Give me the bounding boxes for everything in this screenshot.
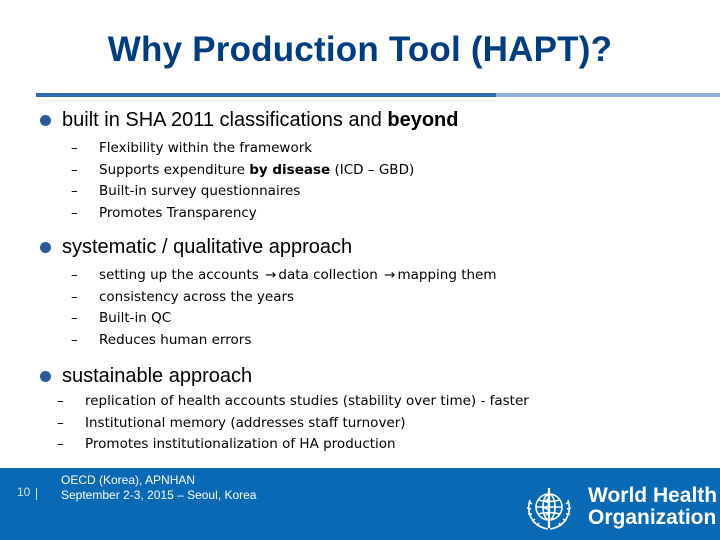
bullet-heading: built in SHA 2011 classifications and beyond [62,109,459,131]
arrow-right-icon: → [384,267,396,283]
bullet-dot-icon [40,115,51,126]
who-wordmark: World Health Organization [588,484,718,529]
who-emblem-icon [522,482,576,536]
slide-title: Why Production Tool (HAPT)? [107,30,613,69]
bullet-heading: systematic / qualitative approach [62,236,353,258]
bullet-dot-icon [40,242,51,253]
footer-event-info [61,473,256,503]
arrow-right-icon: → [265,267,277,283]
title-underline [36,93,720,97]
page-number-divider [36,488,37,500]
footer-line-2: September 2-3, 2015 – Seoul, Korea [61,488,257,502]
bullet-dot-icon [40,371,51,382]
bullet-section-1: built in SHA 2011 classifications and beyond – Flexibility within the framework – Supports expenditure by disease (ICD – GBD) – Built-in survey questionnaires – Promotes Transparency [40,108,71,224]
bullet-heading: sustainable approach [62,365,253,387]
bullet-section-3: sustainable approach – replication of health accounts studies (stability over time) - faster – Institutional memory (addresses staff turnover) – Promotes institutionalization of HA production [40,364,57,456]
title-underline-accent [36,93,496,97]
page-number: 10 [17,485,31,499]
bullet-section-2: systematic / qualitative approach – setting up the accounts → data collection → mapping them – consistency across the years – Built-in QC – Reduces human errors [40,235,71,351]
footer-line-1: OECD (Korea), APNHAN [61,473,196,487]
footer-band [0,468,720,540]
